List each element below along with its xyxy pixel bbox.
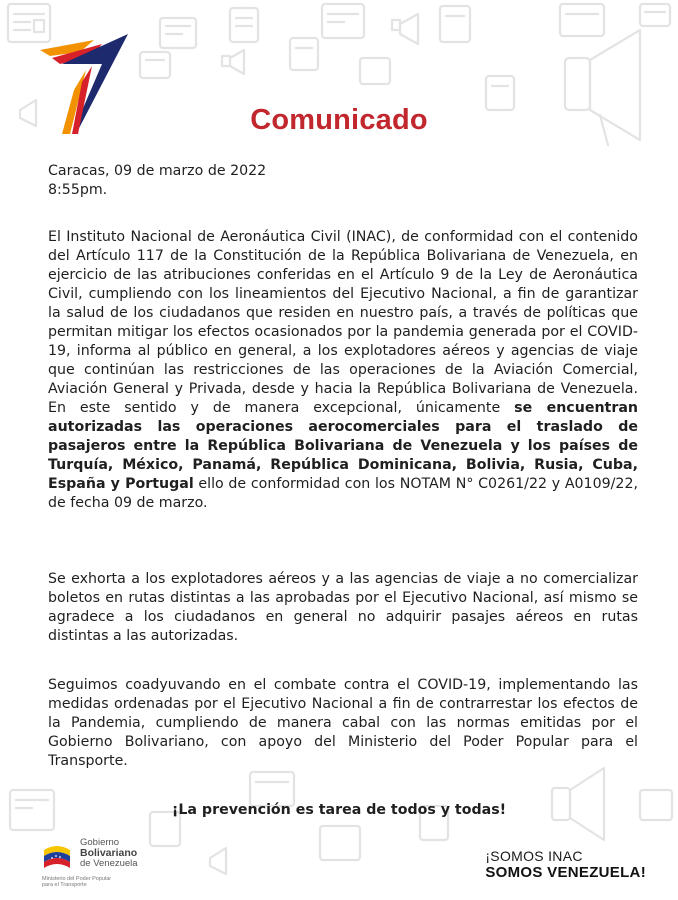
newspaper-icon	[160, 18, 196, 48]
paragraph-2: Se exhorta a los explotadores aéreos y a las agencias de viaje a no comercializar boletos en rutas distintas a las aprobadas por el Ejecutivo Nacional, así mismo se agradece a los ciudadanos en general no adquirir pasajes aéreos en rutas distintas a las autorizadas.	[48, 571, 638, 644]
time: 8:55pm.	[48, 182, 108, 198]
paragraph-1-text: El Instituto Nacional de Aeronáutica Civil (INAC), de conformidad con el contenido del Artículo 117 de la Constitución de la República Bolivariana de Venezuela, en ejercicio de las atribuciones conferidas en el Artículo 9 de la Ley de Aeronáutica Civil, cumpliendo con los lineamientos del Ejecutivo Nacional, a fin de garantizar la salud de los ciudadanos que residen en nuestro país, a través de políticas que permitan mitigar los efectos ocasionados por la pandemia generada por el COVID-19, informa al público en general, a los explotadores aéreos y agencias de viaje que continúan las restricciones de las operaciones de la Aviación Comercial, Aviación General y Privada, desde y hacia la República Bolivariana de Venezuela. En este sentido y de manera excepcional, únicamente	[48, 229, 638, 416]
paragraph-1-tail: ello de conformidad con los NOTAM N° C0261/22 y A0109/22, de fecha 09 de marzo.	[48, 476, 638, 511]
paragraph-1-bold: se encuentran autorizadas las operaciones aerocomerciales para el traslado de pasajeros entre la República Bolivariana de Venezuela y los países de Turquía, México, Panamá, República Dominicana, Bolivia, Rusia, Cuba, España y Portugal	[48, 400, 638, 492]
gov-line-3: de Venezuela	[80, 858, 138, 869]
megaphone-icon	[222, 50, 244, 74]
newspaper-icon	[322, 4, 364, 38]
megaphone-icon	[392, 14, 418, 44]
document-icon	[440, 6, 470, 42]
venezuela-flag-icon	[40, 840, 74, 874]
newspaper-icon	[360, 58, 390, 84]
dateline	[48, 162, 638, 200]
gov-line-1: Gobierno	[80, 837, 120, 848]
newspaper-icon	[250, 772, 294, 806]
ministry-name: Ministerio del Poder Popular para el Transporte	[42, 876, 112, 888]
newspaper-icon	[320, 826, 360, 860]
document-icon	[230, 8, 258, 42]
gov-line-2: Bolivariano	[80, 847, 138, 859]
page-title: Comunicado	[250, 104, 428, 136]
megaphone-icon	[210, 848, 226, 874]
document-icon	[290, 38, 318, 70]
footer-slogan	[485, 848, 646, 881]
newspaper-icon	[640, 4, 670, 26]
closing-slogan: ¡La prevención es tarea de todos y todas!	[171, 802, 507, 818]
newspaper-icon	[140, 52, 170, 78]
slogan-line-1: ¡SOMOS INAC	[485, 848, 583, 864]
place-date: Caracas, 09 de marzo de 2022	[48, 163, 267, 179]
newspaper-icon	[560, 4, 604, 36]
paragraph-1	[48, 228, 638, 513]
slogan-line-2: SOMOS VENEZUELA!	[485, 864, 646, 881]
government-logo	[40, 834, 150, 892]
paragraph-3: Seguimos coadyuvando en el combate contra el COVID-19, implementando las medidas ordenadas por el Ejecutivo Nacional a fin de contrarrestar los efectos de la Pandemia, cumpliendo de manera cabal con las normas emitidas por el Gobierno Bolivariano, con apoyo del Ministerio del Poder Popular para el Transporte.	[48, 677, 638, 769]
government-name	[80, 838, 138, 869]
